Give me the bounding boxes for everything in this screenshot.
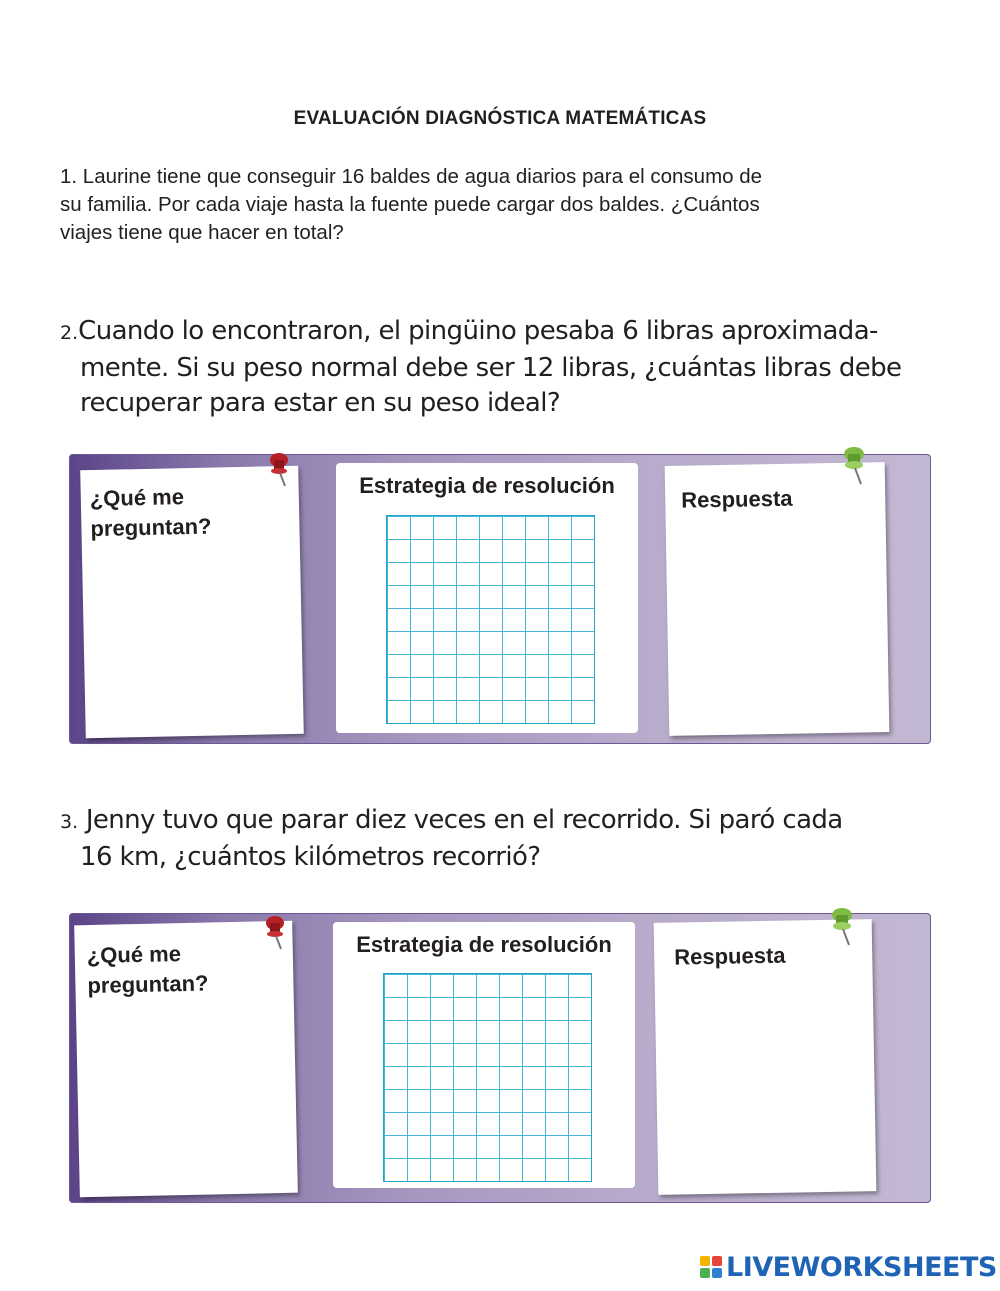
- question-2-line: Cuando lo encontraron, el pingüino pesaba 6 libras aproximada-: [78, 316, 878, 346]
- ask-label-line: ¿Qué me: [89, 484, 185, 512]
- question-note[interactable]: [74, 921, 298, 1198]
- ask-label: [90, 482, 212, 545]
- strategy-label: Estrategia de resolución: [356, 932, 612, 957]
- answer-label: Respuesta: [674, 942, 786, 970]
- logo-mark-icon: [700, 1256, 722, 1278]
- question-1: [60, 163, 930, 247]
- problem-panel-3: [69, 913, 931, 1203]
- ask-label-line: preguntan?: [87, 970, 209, 999]
- question-1-line: su familia. Por cada viaje hasta la fuente puede cargar dos baldes. ¿Cuántos: [60, 193, 760, 216]
- question-3-line: Jenny tuvo que parar diez veces en el recorrido. Si paró cada: [85, 805, 843, 835]
- problem-panel-2: [69, 454, 931, 744]
- question-1-line: 1. Laurine tiene que conseguir 16 baldes de agua diarios para el consumo de: [60, 165, 763, 188]
- ask-label: [87, 939, 209, 1002]
- strategy-grid[interactable]: [383, 973, 592, 1182]
- strategy-grid[interactable]: [386, 515, 595, 724]
- green-pushpin-icon: [837, 444, 871, 488]
- question-1-line: viajes tiene que hacer en total?: [60, 221, 344, 244]
- question-3: [60, 803, 920, 875]
- answer-note[interactable]: [665, 462, 890, 736]
- question-3-number: 3.: [60, 811, 79, 833]
- strategy-card: [333, 922, 635, 1188]
- question-note[interactable]: [80, 466, 304, 739]
- red-pushpin-icon: [265, 450, 295, 490]
- strategy-label: Estrategia de resolución: [359, 473, 615, 498]
- page-title: EVALUACIÓN DIAGNÓSTICA MATEMÁTICAS: [293, 108, 707, 129]
- ask-label-line: ¿Qué me: [86, 941, 182, 969]
- ask-label-line: preguntan?: [90, 513, 212, 542]
- strategy-card: [336, 463, 638, 733]
- red-pushpin-icon: [261, 913, 291, 953]
- answer-label: Respuesta: [681, 485, 793, 513]
- answer-note[interactable]: [654, 919, 877, 1195]
- liveworksheets-logo[interactable]: [700, 1250, 997, 1284]
- question-2-line: recuperar para estar en su peso ideal?: [80, 388, 561, 418]
- logo-text: LIVEWORKSHEETS: [726, 1251, 997, 1283]
- green-pushpin-icon: [825, 905, 859, 949]
- question-2-number: 2.: [60, 322, 79, 344]
- question-2: [60, 314, 920, 421]
- question-3-line: 16 km, ¿cuántos kilómetros recorrió?: [80, 842, 541, 872]
- question-2-line: mente. Si su peso normal debe ser 12 libras, ¿cuántas libras debe: [80, 353, 902, 383]
